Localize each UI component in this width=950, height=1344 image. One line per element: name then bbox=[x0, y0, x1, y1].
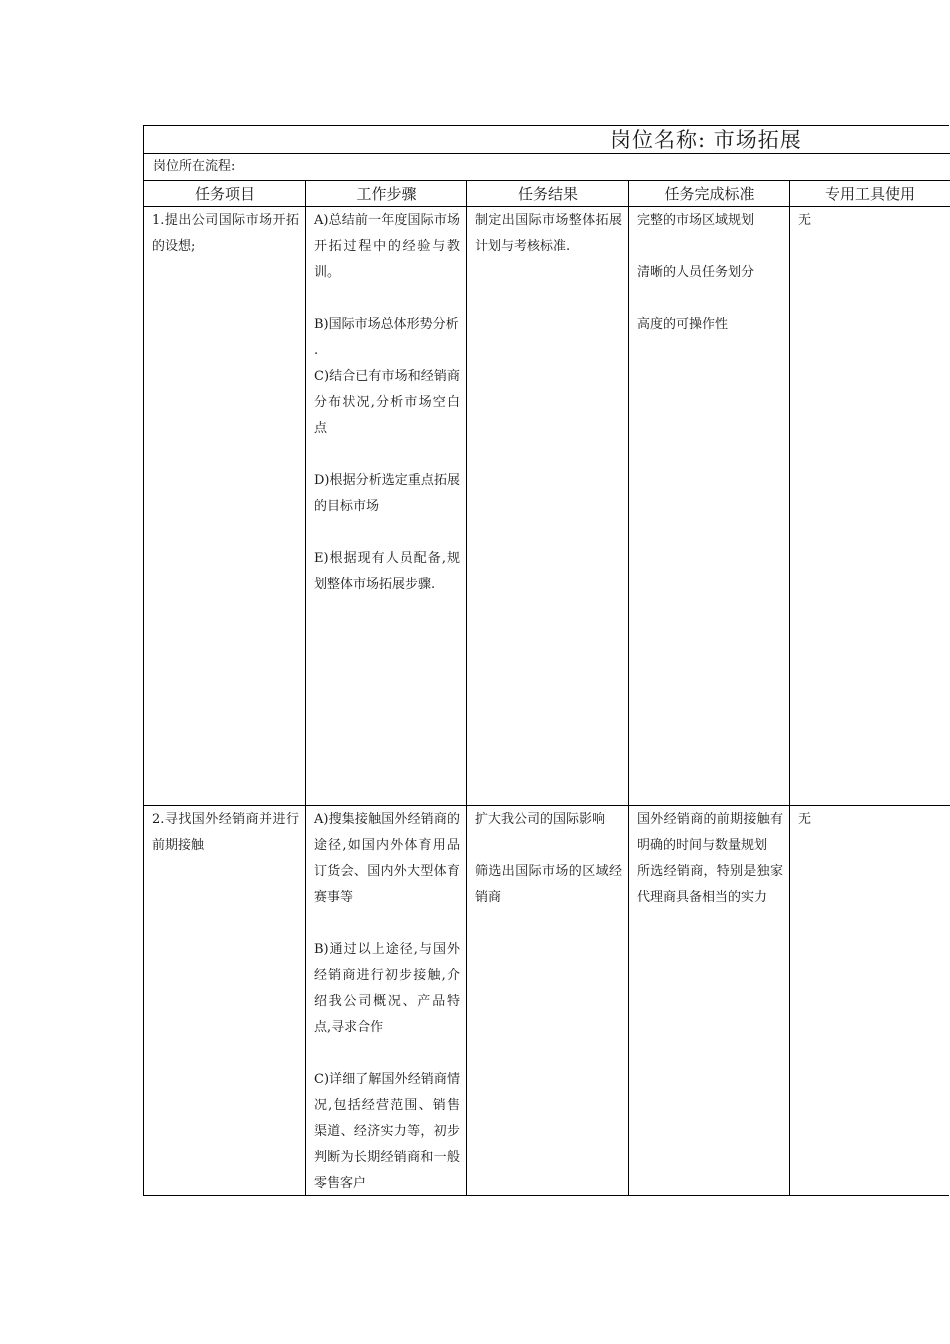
table-row-1-tools: 无 bbox=[798, 213, 812, 228]
table-row-1-standard: 完整的市场区域规划 清晰的人员任务划分 高度的可操作性 bbox=[637, 213, 755, 332]
table-row-1-task: 1.提出公司国际市场开拓的设想; bbox=[152, 213, 299, 254]
flow-row bbox=[144, 154, 950, 181]
flow-label: 岗位所在流程: bbox=[153, 159, 236, 174]
step-dot: . bbox=[314, 343, 319, 358]
title-row bbox=[144, 126, 950, 154]
step-d: D)根据分析选定重点拓展的目标市场 bbox=[314, 473, 460, 514]
step-a: A)搜集接触国外经销商的途径,如国内外体育用品订货会、国内外大型体育赛事等 bbox=[314, 812, 460, 905]
table-row-1-steps bbox=[306, 208, 466, 598]
table-row-2-standard: 国外经销商的前期接触有明确的时间与数量规划 所选经销商，特别是独家代理商具备相当的实力 bbox=[637, 812, 783, 905]
table-row-2-task: 2.寻找国外经销商并进行前期接触 bbox=[152, 812, 299, 853]
step-b: B)国际市场总体形势分析 bbox=[314, 317, 459, 332]
step-a: A)总结前一年度国际市场开拓过程中的经验与教训。 bbox=[314, 213, 460, 280]
step-e: E)根据现有人员配备,规划整体市场拓展步骤. bbox=[314, 551, 460, 592]
job-description-table bbox=[143, 125, 949, 1196]
column-divider bbox=[466, 181, 467, 1196]
column-header-result: 任务结果 bbox=[517, 185, 578, 203]
column-divider bbox=[789, 181, 790, 1196]
column-header-task: 任务项目 bbox=[194, 185, 255, 203]
table-row-1-result: 制定出国际市场整体拓展计划与考核标准. bbox=[475, 213, 622, 254]
table-row-2-tools: 无 bbox=[798, 812, 812, 827]
column-header-steps: 工作步骤 bbox=[356, 185, 417, 203]
row-divider bbox=[144, 805, 950, 806]
table-row-2-result: 扩大我公司的国际影响 筛选出国际市场的区域经销商 bbox=[475, 812, 622, 905]
column-header-row bbox=[144, 181, 950, 207]
job-title: 岗位名称: 市场拓展 bbox=[610, 128, 802, 152]
step-c: C)详细了解国外经销商情况,包括经营范围、销售渠道、经济实力等，初步判断为长期经销商和一般零售客户 bbox=[314, 1072, 460, 1191]
step-c: C)结合已有市场和经销商分布状况,分析市场空白点 bbox=[314, 369, 460, 436]
column-header-standard: 任务完成标准 bbox=[664, 185, 755, 203]
table-row-2-steps bbox=[306, 807, 466, 1197]
step-b: B)通过以上途径,与国外经销商进行初步接触,介绍我公司概况、产品特点,寻求合作 bbox=[314, 942, 460, 1035]
column-header-tools: 专用工具使用 bbox=[824, 185, 915, 203]
